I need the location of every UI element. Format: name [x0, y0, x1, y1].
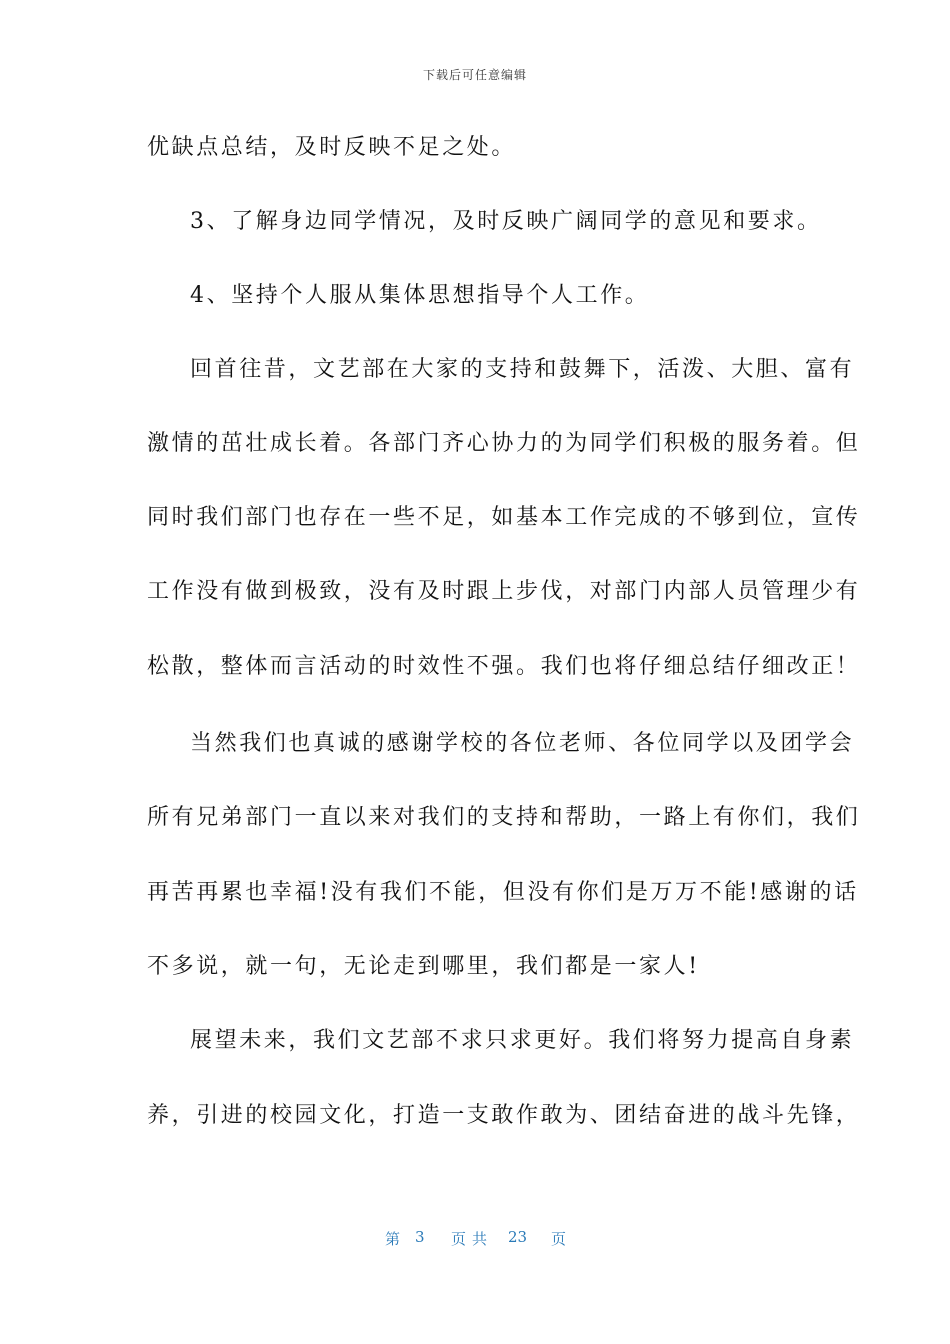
page-label-suffix: 页: [551, 1230, 567, 1248]
total-pages: 23: [508, 1228, 528, 1246]
body-line: 展望未来，我们文艺部不求只求更好。我们将努力提高自身素: [190, 1028, 855, 1053]
body-line: 4、坚持个人服从集体思想指导个人工作。: [190, 283, 650, 308]
body-line: 回首往昔，文艺部在大家的支持和鼓舞下，活泼、大胆、富有: [190, 357, 855, 382]
body-line: 松散，整体而言活动的时效性不强。我们也将仔细总结仔细改正！: [147, 654, 861, 679]
body-line: 再苦再累也幸福!没有我们不能，但没有你们是万万不能!感谢的话: [147, 880, 859, 905]
body-line: 当然我们也真诚的感谢学校的各位老师、各位同学以及团学会: [190, 731, 855, 756]
body-line: 激情的茁壮成长着。各部门齐心协力的为同学们积极的服务着。但: [147, 431, 861, 456]
body-line: 所有兄弟部门一直以来对我们的支持和帮助，一路上有你们，我们: [147, 805, 861, 830]
body-line: 工作没有做到极致，没有及时跟上步伐，对部门内部人员管理少有: [147, 579, 861, 604]
body-line: 优缺点总结，及时反映不足之处。: [147, 135, 517, 160]
page-label-middle: 页共: [451, 1230, 494, 1248]
body-line: 同时我们部门也存在一些不足，如基本工作完成的不够到位，宣传: [147, 505, 861, 530]
page-number: 3: [415, 1228, 425, 1246]
body-line: 养，引进的校园文化，打造一支敢作敢为、团结奋进的战斗先锋，: [147, 1103, 861, 1128]
page-label-prefix: 第: [385, 1230, 401, 1248]
body-line: 3、了解身边同学情况，及时反映广阔同学的意见和要求。: [190, 209, 822, 234]
page-header: 下载后可任意编辑: [422, 68, 527, 82]
body-line: 不多说，就一句，无论走到哪里，我们都是一家人!: [147, 954, 700, 979]
